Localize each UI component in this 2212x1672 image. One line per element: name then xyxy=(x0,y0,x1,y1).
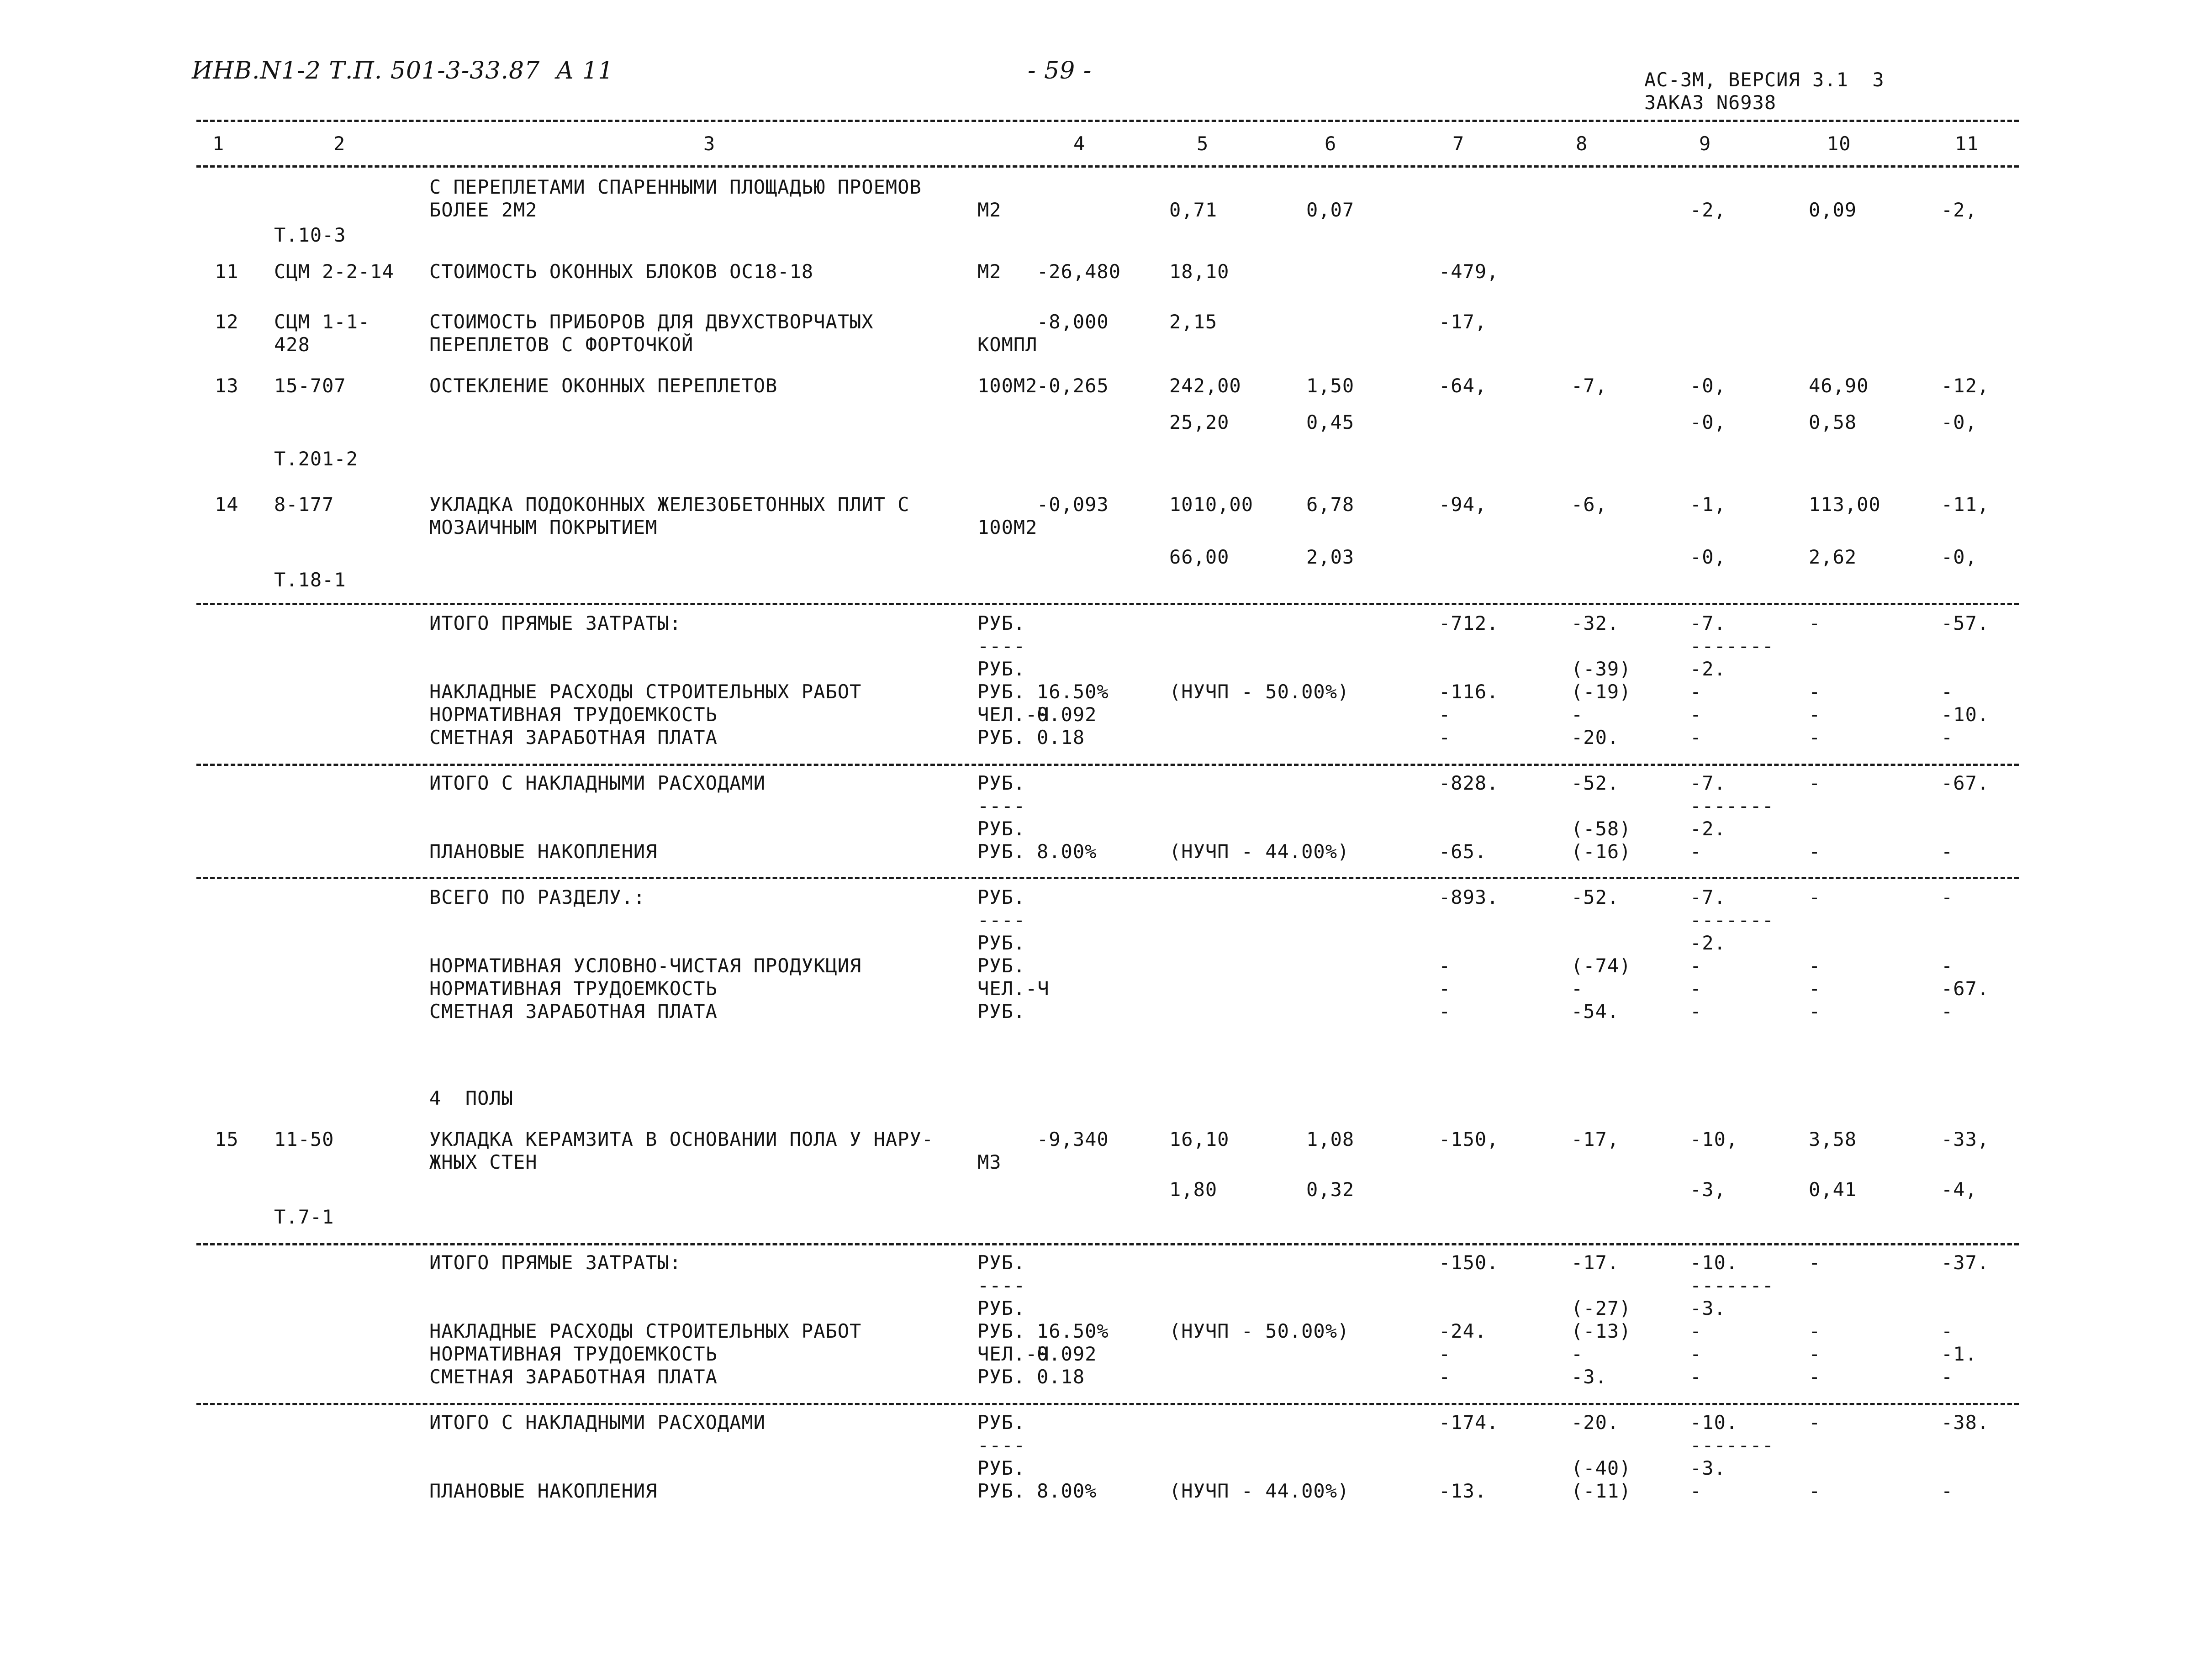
total-cost: - xyxy=(1439,1343,1451,1365)
column-11-value: -1. xyxy=(1941,1343,1977,1365)
total-wage: -20. xyxy=(1571,726,1620,749)
material-cost: - xyxy=(1809,1000,1821,1023)
wage-cost: 6,78 xyxy=(1306,493,1355,516)
item-number: 13 xyxy=(215,374,239,397)
machine-cost: -7. xyxy=(1690,772,1726,794)
machine-cost: -3. xyxy=(1690,1297,1726,1319)
machine-cost: -7. xyxy=(1690,612,1726,634)
machine-cost: - xyxy=(1690,703,1702,726)
unit-of-measure: ЧЕЛ.-Ч xyxy=(977,1343,1050,1365)
total-cost: - xyxy=(1439,703,1451,726)
inventory-stamp: ИНВ.N1-2 Т.П. 501-3-33.87 А 11 xyxy=(192,57,614,84)
machine-cost: -10. xyxy=(1690,1251,1738,1274)
column-11-value: -67. xyxy=(1941,772,1990,794)
column-header-7: 7 xyxy=(1452,132,1465,155)
total-wage: (-16) xyxy=(1571,840,1631,863)
material-cost: - xyxy=(1809,1366,1821,1388)
rate-code: Т.7-1 xyxy=(274,1206,334,1228)
unit-of-measure: РУБ. xyxy=(977,1251,1026,1274)
unit-cost: (НУЧП - 50.00%) xyxy=(1169,680,1350,703)
machine-cost: - xyxy=(1690,1000,1702,1023)
unit-of-measure: ---- xyxy=(977,635,1026,657)
unit-of-measure: РУБ. xyxy=(977,818,1026,840)
column-header-6: 6 xyxy=(1325,132,1337,155)
material-cost: - xyxy=(1809,726,1821,749)
column-11-value: -2, xyxy=(1941,199,1977,221)
total-cost: -24. xyxy=(1439,1320,1487,1342)
machine-cost: -7. xyxy=(1690,886,1726,908)
unit-cost: 242,00 xyxy=(1169,374,1241,397)
unit-of-measure: РУБ. xyxy=(977,1000,1026,1023)
total-cost: -174. xyxy=(1439,1411,1499,1434)
work-description: ВСЕГО ПО РАЗДЕЛУ.: xyxy=(429,886,646,908)
unit-cost: 1010,00 xyxy=(1169,493,1254,516)
total-wage: (-74) xyxy=(1571,955,1631,977)
wage-cost: 1,08 xyxy=(1306,1128,1355,1150)
total-cost: - xyxy=(1439,1000,1451,1023)
total-wage: -52. xyxy=(1571,772,1620,794)
wage-cost: 2,03 xyxy=(1306,546,1355,568)
work-description: С ПЕРЕПЛЕТАМИ СПАРЕННЫМИ ПЛОЩАДЬЮ ПРОЕМОВ xyxy=(429,176,922,198)
machine-cost: ------- xyxy=(1690,909,1774,931)
total-wage: -54. xyxy=(1571,1000,1620,1023)
total-wage: -20. xyxy=(1571,1411,1620,1434)
column-11-value: - xyxy=(1941,840,1953,863)
unit-of-measure: РУБ. xyxy=(977,772,1026,794)
unit-cost: (НУЧП - 44.00%) xyxy=(1169,840,1350,863)
unit-cost: 66,00 xyxy=(1169,546,1230,568)
machine-cost: - xyxy=(1690,726,1702,749)
machine-cost: -2. xyxy=(1690,818,1726,840)
material-cost: 2,62 xyxy=(1809,546,1857,568)
quantity: -0,265 xyxy=(1037,374,1109,397)
work-description: СМЕТНАЯ ЗАРАБОТНАЯ ПЛАТА xyxy=(429,1000,718,1023)
total-cost: -64, xyxy=(1439,374,1487,397)
column-11-value: - xyxy=(1941,1000,1953,1023)
work-description: БОЛЕЕ 2М2 xyxy=(429,199,538,221)
rate-code: Т.201-2 xyxy=(274,448,359,470)
column-11-value: -12, xyxy=(1941,374,1990,397)
wage-cost: 0,07 xyxy=(1306,199,1355,221)
machine-cost: - xyxy=(1690,840,1702,863)
quantity: 0.18 xyxy=(1037,1366,1085,1388)
column-header-4: 4 xyxy=(1073,132,1086,155)
column-11-value: -0, xyxy=(1941,411,1977,433)
wage-cost: 1,50 xyxy=(1306,374,1355,397)
total-wage: (-39) xyxy=(1571,658,1631,680)
material-cost: - xyxy=(1809,840,1821,863)
total-cost: -13. xyxy=(1439,1480,1487,1502)
work-description: ОСТЕКЛЕНИЕ ОКОННЫХ ПЕРЕПЛЕТОВ xyxy=(429,374,778,397)
total-wage: -7, xyxy=(1571,374,1607,397)
rate-code: 428 xyxy=(274,333,310,356)
total-wage: - xyxy=(1571,977,1584,1000)
total-cost: -828. xyxy=(1439,772,1499,794)
item-number: 12 xyxy=(215,311,239,333)
column-11-value: -57. xyxy=(1941,612,1990,634)
total-cost: -94, xyxy=(1439,493,1487,516)
total-wage: -32. xyxy=(1571,612,1620,634)
material-cost: 0,58 xyxy=(1809,411,1857,433)
total-wage: (-13) xyxy=(1571,1320,1631,1342)
quantity: 8.00% xyxy=(1037,1480,1097,1502)
machine-cost: -0, xyxy=(1690,546,1726,568)
unit-of-measure: ---- xyxy=(977,909,1026,931)
work-description: УКЛАДКА ПОДОКОННЫХ ЖЕЛЕЗОБЕТОННЫХ ПЛИТ С xyxy=(429,493,910,516)
total-cost: -65. xyxy=(1439,840,1487,863)
unit-of-measure: 100М2 xyxy=(977,374,1038,397)
unit-cost: 18,10 xyxy=(1169,260,1230,283)
quantity: 0.092 xyxy=(1037,703,1097,726)
unit-cost: 16,10 xyxy=(1169,1128,1230,1150)
work-description: ИТОГО ПРЯМЫЕ ЗАТРАТЫ: xyxy=(429,612,682,634)
material-cost: - xyxy=(1809,955,1821,977)
total-wage: -17, xyxy=(1571,1128,1620,1150)
quantity: 8.00% xyxy=(1037,840,1097,863)
material-cost: - xyxy=(1809,703,1821,726)
rule-sum-4 xyxy=(196,1243,2019,1245)
quantity: 16.50% xyxy=(1037,680,1109,703)
total-wage: (-19) xyxy=(1571,680,1631,703)
unit-of-measure: РУБ. xyxy=(977,658,1026,680)
machine-cost: -1, xyxy=(1690,493,1726,516)
material-cost: - xyxy=(1809,1251,1821,1274)
material-cost: - xyxy=(1809,1343,1821,1365)
total-cost: -116. xyxy=(1439,680,1499,703)
machine-cost: - xyxy=(1690,680,1702,703)
rule-sum-2 xyxy=(196,764,2019,766)
rate-code: 11-50 xyxy=(274,1128,334,1150)
work-description: СМЕТНАЯ ЗАРАБОТНАЯ ПЛАТА xyxy=(429,726,718,749)
rate-code: Т.10-3 xyxy=(274,224,346,246)
column-11-value: - xyxy=(1941,1480,1953,1502)
rule-header xyxy=(196,165,2019,168)
item-number: 11 xyxy=(215,260,239,283)
machine-cost: ------- xyxy=(1690,635,1774,657)
total-wage: (-40) xyxy=(1571,1457,1631,1479)
total-wage: - xyxy=(1571,1343,1584,1365)
machine-cost: - xyxy=(1690,1343,1702,1365)
quantity: 0.18 xyxy=(1037,726,1085,749)
unit-of-measure: РУБ. xyxy=(977,612,1026,634)
unit-of-measure: РУБ. xyxy=(977,955,1026,977)
total-wage: -17. xyxy=(1571,1251,1620,1274)
work-description: ИТОГО С НАКЛАДНЫМИ РАСХОДАМИ xyxy=(429,1411,766,1434)
unit-of-measure: РУБ. xyxy=(977,1297,1026,1319)
unit-of-measure: ---- xyxy=(977,1434,1026,1456)
unit-of-measure: ---- xyxy=(977,795,1026,817)
item-number: 14 xyxy=(215,493,239,516)
material-cost: - xyxy=(1809,1480,1821,1502)
total-wage: (-27) xyxy=(1571,1297,1631,1319)
machine-cost: -0, xyxy=(1690,374,1726,397)
unit-cost: (НУЧП - 44.00%) xyxy=(1169,1480,1350,1502)
work-description: СТОИМОСТЬ ПРИБОРОВ ДЛЯ ДВУХСТВОРЧАТЫХ xyxy=(429,311,874,333)
wage-cost: 0,32 xyxy=(1306,1178,1355,1201)
machine-cost: -10, xyxy=(1690,1128,1738,1150)
wage-cost: 0,45 xyxy=(1306,411,1355,433)
rate-code: Т.18-1 xyxy=(274,569,346,591)
column-11-value: -4, xyxy=(1941,1178,1977,1201)
machine-cost: -2. xyxy=(1690,658,1726,680)
column-11-value: -37. xyxy=(1941,1251,1990,1274)
column-11-value: - xyxy=(1941,886,1953,908)
unit-of-measure: РУБ. xyxy=(977,840,1026,863)
quantity: -9,340 xyxy=(1037,1128,1109,1150)
total-wage: -52. xyxy=(1571,886,1620,908)
work-description: НАКЛАДНЫЕ РАСХОДЫ СТРОИТЕЛЬНЫХ РАБОТ xyxy=(429,1320,862,1342)
material-cost: - xyxy=(1809,1320,1821,1342)
machine-cost: - xyxy=(1690,1366,1702,1388)
column-11-value: -11, xyxy=(1941,493,1990,516)
machine-cost: - xyxy=(1690,1480,1702,1502)
material-cost: - xyxy=(1809,977,1821,1000)
unit-cost: 0,71 xyxy=(1169,199,1218,221)
total-cost: -479, xyxy=(1439,260,1499,283)
unit-cost: 25,20 xyxy=(1169,411,1230,433)
column-header-8: 8 xyxy=(1576,132,1588,155)
material-cost: - xyxy=(1809,680,1821,703)
work-description: МОЗАИЧНЫМ ПОКРЫТИЕМ xyxy=(429,516,658,538)
machine-cost: -0, xyxy=(1690,411,1726,433)
column-11-value: - xyxy=(1941,1320,1953,1342)
machine-cost: - xyxy=(1690,955,1702,977)
work-description: НОРМАТИВНАЯ ТРУДОЕМКОСТЬ xyxy=(429,1343,718,1365)
total-cost: -150. xyxy=(1439,1251,1499,1274)
work-description: ЖНЫХ СТЕН xyxy=(429,1151,538,1173)
column-header-11: 11 xyxy=(1955,132,1979,155)
material-cost: 113,00 xyxy=(1809,493,1881,516)
total-wage: (-58) xyxy=(1571,818,1631,840)
work-description: НОРМАТИВНАЯ УСЛОВНО-ЧИСТАЯ ПРОДУКЦИЯ xyxy=(429,955,862,977)
material-cost: - xyxy=(1809,772,1821,794)
machine-cost: ------- xyxy=(1690,1434,1774,1456)
machine-cost: -3, xyxy=(1690,1178,1726,1201)
quantity: 16.50% xyxy=(1037,1320,1109,1342)
column-11-value: -38. xyxy=(1941,1411,1990,1434)
work-description: ИТОГО ПРЯМЫЕ ЗАТРАТЫ: xyxy=(429,1251,682,1274)
unit-of-measure: РУБ. xyxy=(977,886,1026,908)
unit-of-measure: М3 xyxy=(977,1151,1002,1173)
rate-code: СЦМ 1-1- xyxy=(274,311,370,333)
total-cost: - xyxy=(1439,726,1451,749)
unit-of-measure: М2 xyxy=(977,260,1002,283)
total-wage: - xyxy=(1571,703,1584,726)
unit-of-measure: РУБ. xyxy=(977,1320,1026,1342)
column-11-value: -33, xyxy=(1941,1128,1990,1150)
machine-cost: -3. xyxy=(1690,1457,1726,1479)
unit-cost: 2,15 xyxy=(1169,311,1218,333)
column-header-9: 9 xyxy=(1699,132,1711,155)
work-description: 4 ПОЛЫ xyxy=(429,1087,514,1109)
total-cost: - xyxy=(1439,1366,1451,1388)
column-header-3: 3 xyxy=(703,132,716,155)
unit-of-measure: 100М2 xyxy=(977,516,1038,538)
work-description: УКЛАДКА КЕРАМЗИТА В ОСНОВАНИИ ПОЛА У НАРУ- xyxy=(429,1128,934,1150)
column-11-value: -10. xyxy=(1941,703,1990,726)
rate-code: 8-177 xyxy=(274,493,334,516)
page-number: - 59 - xyxy=(1028,57,1092,84)
material-cost: 0,41 xyxy=(1809,1178,1857,1201)
rate-code: СЦМ 2-2-14 xyxy=(274,260,394,283)
work-description: ИТОГО С НАКЛАДНЫМИ РАСХОДАМИ xyxy=(429,772,766,794)
work-description: ПЛАНОВЫЕ НАКОПЛЕНИЯ xyxy=(429,1480,658,1502)
quantity: 0.092 xyxy=(1037,1343,1097,1365)
machine-cost: -2, xyxy=(1690,199,1726,221)
work-description: СТОИМОСТЬ ОКОННЫХ БЛОКОВ ОС18-18 xyxy=(429,260,814,283)
unit-of-measure: КОМПЛ xyxy=(977,333,1038,356)
total-cost: -893. xyxy=(1439,886,1499,908)
rule-top xyxy=(196,120,2019,122)
unit-of-measure: РУБ. xyxy=(977,1411,1026,1434)
rate-code: 15-707 xyxy=(274,374,346,397)
unit-of-measure: ЧЕЛ.-Ч xyxy=(977,703,1050,726)
total-cost: -712. xyxy=(1439,612,1499,634)
material-cost: - xyxy=(1809,886,1821,908)
unit-of-measure: РУБ. xyxy=(977,1457,1026,1479)
unit-of-measure: РУБ. xyxy=(977,932,1026,954)
quantity: -0,093 xyxy=(1037,493,1109,516)
rule-sum-3 xyxy=(196,877,2019,879)
total-wage: -6, xyxy=(1571,493,1607,516)
material-cost: - xyxy=(1809,1411,1821,1434)
machine-cost: - xyxy=(1690,1320,1702,1342)
total-cost: - xyxy=(1439,955,1451,977)
program-version: АС-3М, ВЕРСИЯ 3.1 3 xyxy=(1644,69,1885,91)
column-11-value: - xyxy=(1941,1366,1953,1388)
machine-cost: - xyxy=(1690,977,1702,1000)
material-cost: - xyxy=(1809,612,1821,634)
unit-of-measure: ЧЕЛ.-Ч xyxy=(977,977,1050,1000)
unit-cost: (НУЧП - 50.00%) xyxy=(1169,1320,1350,1342)
unit-of-measure: РУБ. xyxy=(977,1480,1026,1502)
machine-cost: ------- xyxy=(1690,1274,1774,1297)
column-11-value: -0, xyxy=(1941,546,1977,568)
rule-sum-5 xyxy=(196,1403,2019,1405)
work-description: НОРМАТИВНАЯ ТРУДОЕМКОСТЬ xyxy=(429,977,718,1000)
order-number: ЗАКАЗ N6938 xyxy=(1644,91,1777,114)
quantity: -8,000 xyxy=(1037,311,1109,333)
item-number: 15 xyxy=(215,1128,239,1150)
unit-cost: 1,80 xyxy=(1169,1178,1218,1201)
machine-cost: -2. xyxy=(1690,932,1726,954)
column-11-value: -67. xyxy=(1941,977,1990,1000)
work-description: НАКЛАДНЫЕ РАСХОДЫ СТРОИТЕЛЬНЫХ РАБОТ xyxy=(429,680,862,703)
column-header-10: 10 xyxy=(1827,132,1851,155)
material-cost: 46,90 xyxy=(1809,374,1869,397)
work-description: СМЕТНАЯ ЗАРАБОТНАЯ ПЛАТА xyxy=(429,1366,718,1388)
column-header-1: 1 xyxy=(212,132,225,155)
column-header-2: 2 xyxy=(333,132,346,155)
total-cost: - xyxy=(1439,977,1451,1000)
work-description: ПЛАНОВЫЕ НАКОПЛЕНИЯ xyxy=(429,840,658,863)
unit-of-measure: РУБ. xyxy=(977,726,1026,749)
work-description: НОРМАТИВНАЯ ТРУДОЕМКОСТЬ xyxy=(429,703,718,726)
total-wage: -3. xyxy=(1571,1366,1607,1388)
total-cost: -150, xyxy=(1439,1128,1499,1150)
machine-cost: -10. xyxy=(1690,1411,1738,1434)
unit-of-measure: М2 xyxy=(977,199,1002,221)
rule-sum-1 xyxy=(196,603,2019,605)
quantity: -26,480 xyxy=(1037,260,1121,283)
work-description: ПЕРЕПЛЕТОВ С ФОРТОЧКОЙ xyxy=(429,333,694,356)
unit-of-measure: РУБ. xyxy=(977,680,1026,703)
total-wage: (-11) xyxy=(1571,1480,1631,1502)
material-cost: 0,09 xyxy=(1809,199,1857,221)
material-cost: 3,58 xyxy=(1809,1128,1857,1150)
machine-cost: ------- xyxy=(1690,795,1774,817)
column-11-value: - xyxy=(1941,726,1953,749)
unit-of-measure: РУБ. xyxy=(977,1366,1026,1388)
column-11-value: - xyxy=(1941,680,1953,703)
unit-of-measure: ---- xyxy=(977,1274,1026,1297)
column-header-5: 5 xyxy=(1197,132,1209,155)
total-cost: -17, xyxy=(1439,311,1487,333)
column-11-value: - xyxy=(1941,955,1953,977)
